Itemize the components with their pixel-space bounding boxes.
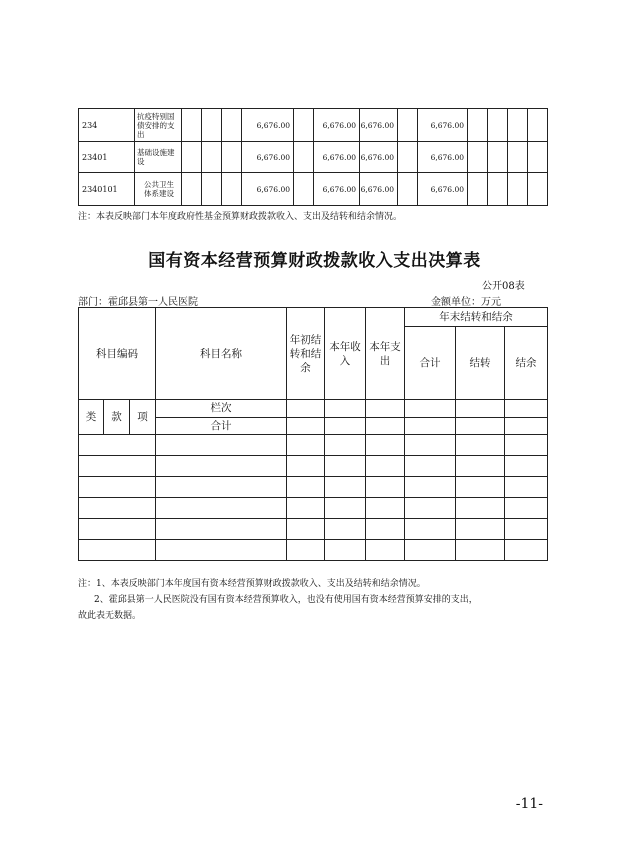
header-lei: 类 [79,400,104,435]
header-year-end: 年末结转和结余 [405,308,548,327]
amount-cell: 6,676.00 [418,173,468,206]
department-label: 部门：霍邱县第一人民医院 [78,297,198,308]
amount-cell: 6,676.00 [242,142,294,173]
subject-code: 234 [79,109,135,142]
subject-code: 23401 [79,142,135,173]
subject-code: 2340101 [79,173,135,206]
amount-cell: 6,676.00 [418,142,468,173]
amount-cell: 6,676.00 [360,109,398,142]
subject-name: 抗疫特别国债安排的支出 [135,109,182,142]
header-expense: 本年支出 [366,308,405,400]
fund-table-note: 注：本表反映部门本年度政府性基金预算财政拨款收入、支出及结转和结余情况。 [78,212,403,222]
fund-budget-table-continued [78,108,548,206]
header-row [79,400,548,418]
header-row [79,308,548,327]
row-label-heji: 合计 [156,417,287,435]
amount-cell: 6,676.00 [360,173,398,206]
note-line-1: 注：1、本表反映部门本年度国有资本经营预算财政拨款收入、支出及结转和结余情况。 [78,579,426,589]
subject-name: 基础设施建设 [135,142,182,173]
table-row [79,477,548,498]
table-row [79,435,548,456]
amount-cell: 6,676.00 [242,173,294,206]
table-row [79,109,548,142]
note-line-2: 2、霍邱县第一人民医院没有国有资本经营预算收入，也没有使用国有资本经营预算安排的支出， [94,595,478,605]
subject-name: 公共卫生体系建设 [135,173,182,206]
header-total: 合计 [405,327,456,400]
header-subject-code: 科目编码 [79,308,156,400]
header-xiang: 项 [130,400,156,435]
amount-cell: 6,676.00 [314,109,360,142]
table-row [79,456,548,477]
header-income: 本年收入 [325,308,366,400]
report-title: 国有资本经营预算财政拨款收入支出决算表 [148,251,481,271]
amount-cell: 6,676.00 [314,173,360,206]
amount-cell: 6,676.00 [314,142,360,173]
amount-cell: 6,676.00 [418,109,468,142]
header-kuan: 款 [104,400,130,435]
table-row [79,519,548,540]
amount-cell: 6,676.00 [242,109,294,142]
state-capital-budget-table [78,307,548,561]
page-number: -11- [515,796,543,812]
table-row [79,540,548,561]
header-subject-name: 科目名称 [156,308,287,400]
table-row [79,142,548,173]
table-row [79,498,548,519]
form-number: 公开08表 [482,281,525,292]
header-balance: 结余 [505,327,548,400]
table-row [79,173,548,206]
note-line-3: 故此表无数据。 [78,611,142,621]
amount-cell: 6,676.00 [360,142,398,173]
header-begin-balance: 年初结转和结余 [287,308,325,400]
amount-unit-label: 金额单位：万元 [431,297,501,308]
header-carry-over: 结转 [456,327,505,400]
row-label-lanci: 栏次 [156,400,287,418]
